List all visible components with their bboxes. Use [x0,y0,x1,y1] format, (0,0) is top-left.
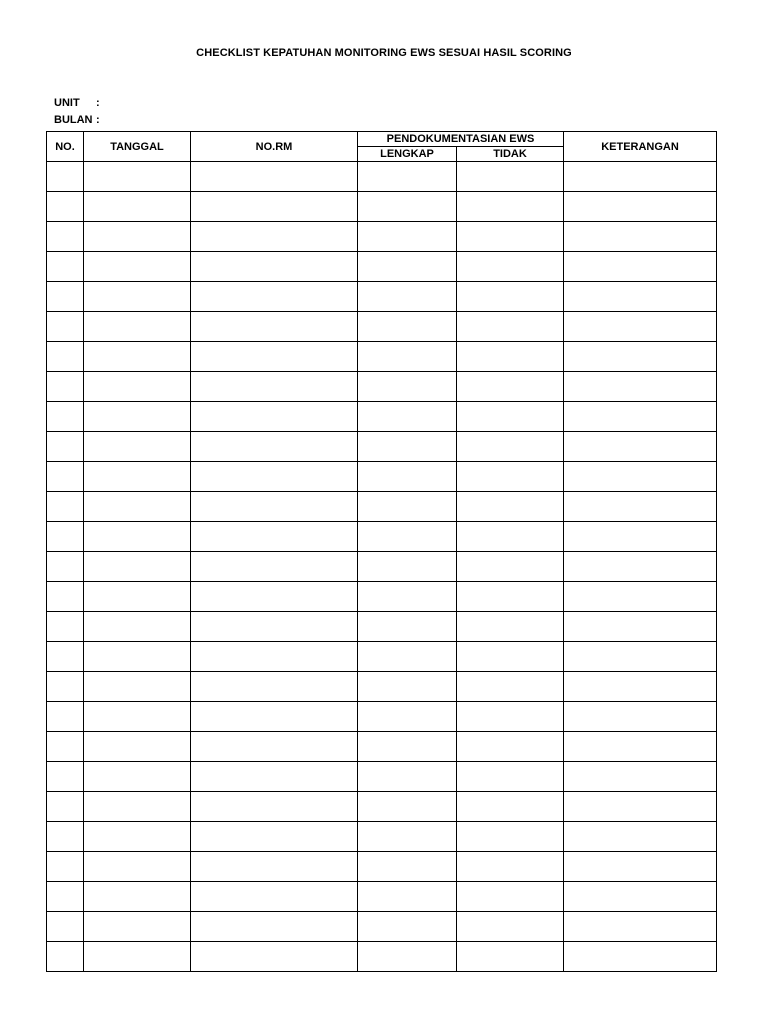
cell-tanggal [84,312,191,342]
cell-no [47,312,84,342]
cell-lengkap [358,582,457,612]
cell-keterangan [564,162,717,192]
cell-keterangan [564,462,717,492]
table-row [47,672,717,702]
cell-no-rm [191,942,358,972]
bulan-label: BULAN [54,114,93,126]
cell-no [47,822,84,852]
header-row-1 [47,132,717,147]
cell-no [47,282,84,312]
cell-no-rm [191,822,358,852]
table-row [47,432,717,462]
cell-lengkap [358,912,457,942]
cell-no [47,882,84,912]
cell-tanggal [84,582,191,612]
cell-no-rm [191,792,358,822]
header-tanggal: TANGGAL [84,132,191,162]
cell-tidak [457,342,564,372]
cell-no-rm [191,192,358,222]
cell-keterangan [564,642,717,672]
unit-label: UNIT [54,97,80,109]
cell-tidak [457,762,564,792]
cell-keterangan [564,582,717,612]
cell-tidak [457,162,564,192]
cell-no [47,432,84,462]
cell-tidak [457,252,564,282]
header-keterangan: KETERANGAN [564,132,717,162]
cell-tanggal [84,192,191,222]
cell-no [47,942,84,972]
cell-no [47,492,84,522]
cell-tanggal [84,822,191,852]
header-lengkap: LENGKAP [358,147,457,162]
cell-no [47,792,84,822]
cell-no-rm [191,642,358,672]
cell-no-rm [191,462,358,492]
cell-tidak [457,192,564,222]
cell-tidak [457,492,564,522]
table-row [47,372,717,402]
checklist-table [46,131,717,972]
cell-tanggal [84,732,191,762]
cell-no-rm [191,372,358,402]
cell-lengkap [358,822,457,852]
cell-tidak [457,522,564,552]
cell-tidak [457,402,564,432]
cell-no-rm [191,522,358,552]
cell-no-rm [191,672,358,702]
unit-colon: : [96,97,100,109]
unit-field [54,97,100,109]
cell-keterangan [564,432,717,462]
table-row [47,702,717,732]
cell-keterangan [564,252,717,282]
table-row [47,882,717,912]
cell-no [47,402,84,432]
cell-lengkap [358,732,457,762]
cell-no [47,732,84,762]
table-row [47,732,717,762]
cell-tanggal [84,492,191,522]
table-row [47,222,717,252]
bulan-colon: : [96,114,100,126]
cell-lengkap [358,882,457,912]
cell-keterangan [564,672,717,702]
cell-tidak [457,912,564,942]
cell-tanggal [84,162,191,192]
cell-tidak [457,612,564,642]
cell-tidak [457,672,564,702]
cell-no [47,552,84,582]
cell-no-rm [191,912,358,942]
cell-keterangan [564,552,717,582]
cell-keterangan [564,762,717,792]
table-row [47,792,717,822]
cell-no-rm [191,342,358,372]
table-row [47,462,717,492]
cell-lengkap [358,402,457,432]
cell-lengkap [358,372,457,402]
cell-no-rm [191,162,358,192]
table-row [47,342,717,372]
table-row [47,312,717,342]
cell-no [47,612,84,642]
table-row [47,852,717,882]
cell-tanggal [84,252,191,282]
cell-no [47,582,84,612]
cell-lengkap [358,432,457,462]
cell-no-rm [191,222,358,252]
cell-no [47,342,84,372]
cell-lengkap [358,192,457,222]
cell-tidak [457,702,564,732]
cell-no [47,372,84,402]
cell-no-rm [191,282,358,312]
cell-tanggal [84,942,191,972]
cell-tidak [457,372,564,402]
cell-lengkap [358,552,457,582]
cell-tanggal [84,372,191,402]
cell-keterangan [564,612,717,642]
header-no: NO. [47,132,84,162]
cell-lengkap [358,612,457,642]
cell-tidak [457,582,564,612]
cell-no-rm [191,582,358,612]
cell-tanggal [84,522,191,552]
cell-tidak [457,312,564,342]
cell-tidak [457,852,564,882]
cell-keterangan [564,372,717,402]
header-tidak: TIDAK [457,147,564,162]
cell-tanggal [84,282,191,312]
cell-tidak [457,432,564,462]
cell-lengkap [358,522,457,552]
cell-tanggal [84,642,191,672]
cell-keterangan [564,912,717,942]
cell-no-rm [191,852,358,882]
table-row [47,252,717,282]
table-row [47,642,717,672]
cell-tidak [457,552,564,582]
cell-no [47,192,84,222]
cell-keterangan [564,702,717,732]
table-row [47,552,717,582]
cell-no [47,912,84,942]
cell-keterangan [564,732,717,762]
cell-tidak [457,792,564,822]
cell-keterangan [564,192,717,222]
cell-tanggal [84,402,191,432]
cell-no-rm [191,252,358,282]
cell-tanggal [84,792,191,822]
cell-lengkap [358,672,457,702]
cell-no-rm [191,432,358,462]
cell-lengkap [358,342,457,372]
cell-keterangan [564,882,717,912]
cell-tanggal [84,912,191,942]
cell-tidak [457,282,564,312]
table-row [47,582,717,612]
cell-no-rm [191,702,358,732]
cell-keterangan [564,822,717,852]
cell-no-rm [191,612,358,642]
cell-tanggal [84,612,191,642]
cell-lengkap [358,282,457,312]
cell-lengkap [358,312,457,342]
cell-tanggal [84,702,191,732]
cell-no-rm [191,402,358,432]
cell-tanggal [84,852,191,882]
cell-no-rm [191,552,358,582]
cell-keterangan [564,222,717,252]
cell-no [47,222,84,252]
header-pendokumentasian-ews: PENDOKUMENTASIAN EWS [358,132,564,147]
table-row [47,192,717,222]
cell-no [47,642,84,672]
form-title: CHECKLIST KEPATUHAN MONITORING EWS SESUAI HASIL SCORING [196,47,572,59]
cell-lengkap [358,642,457,672]
cell-no [47,702,84,732]
header-no-rm: NO.RM [191,132,358,162]
cell-no-rm [191,762,358,792]
cell-no [47,462,84,492]
cell-tidak [457,882,564,912]
cell-lengkap [358,762,457,792]
table-row [47,942,717,972]
cell-tanggal [84,462,191,492]
cell-lengkap [358,942,457,972]
table-row [47,522,717,552]
table-row [47,492,717,522]
cell-tidak [457,462,564,492]
cell-lengkap [358,252,457,282]
cell-keterangan [564,312,717,342]
cell-no [47,522,84,552]
cell-no-rm [191,312,358,342]
cell-tidak [457,822,564,852]
cell-tanggal [84,882,191,912]
cell-no [47,672,84,702]
table-body [47,162,717,972]
cell-lengkap [358,792,457,822]
table-row [47,402,717,432]
cell-keterangan [564,282,717,312]
cell-no [47,162,84,192]
cell-no [47,762,84,792]
table-row [47,912,717,942]
bulan-field [54,114,100,126]
cell-keterangan [564,942,717,972]
cell-keterangan [564,792,717,822]
cell-keterangan [564,522,717,552]
cell-tidak [457,732,564,762]
table-row [47,282,717,312]
cell-lengkap [358,492,457,522]
cell-tanggal [84,432,191,462]
cell-lengkap [358,702,457,732]
cell-lengkap [358,852,457,882]
cell-tidak [457,642,564,672]
cell-keterangan [564,852,717,882]
cell-keterangan [564,492,717,522]
cell-tanggal [84,672,191,702]
cell-lengkap [358,162,457,192]
cell-tanggal [84,222,191,252]
cell-tidak [457,942,564,972]
cell-tanggal [84,342,191,372]
cell-no-rm [191,732,358,762]
cell-tanggal [84,762,191,792]
cell-no [47,252,84,282]
cell-tidak [457,222,564,252]
cell-lengkap [358,222,457,252]
cell-lengkap [358,462,457,492]
cell-no [47,852,84,882]
table-row [47,822,717,852]
table-row [47,612,717,642]
cell-no-rm [191,492,358,522]
cell-no-rm [191,882,358,912]
table-row [47,762,717,792]
cell-keterangan [564,402,717,432]
cell-tanggal [84,552,191,582]
cell-keterangan [564,342,717,372]
table-row [47,162,717,192]
